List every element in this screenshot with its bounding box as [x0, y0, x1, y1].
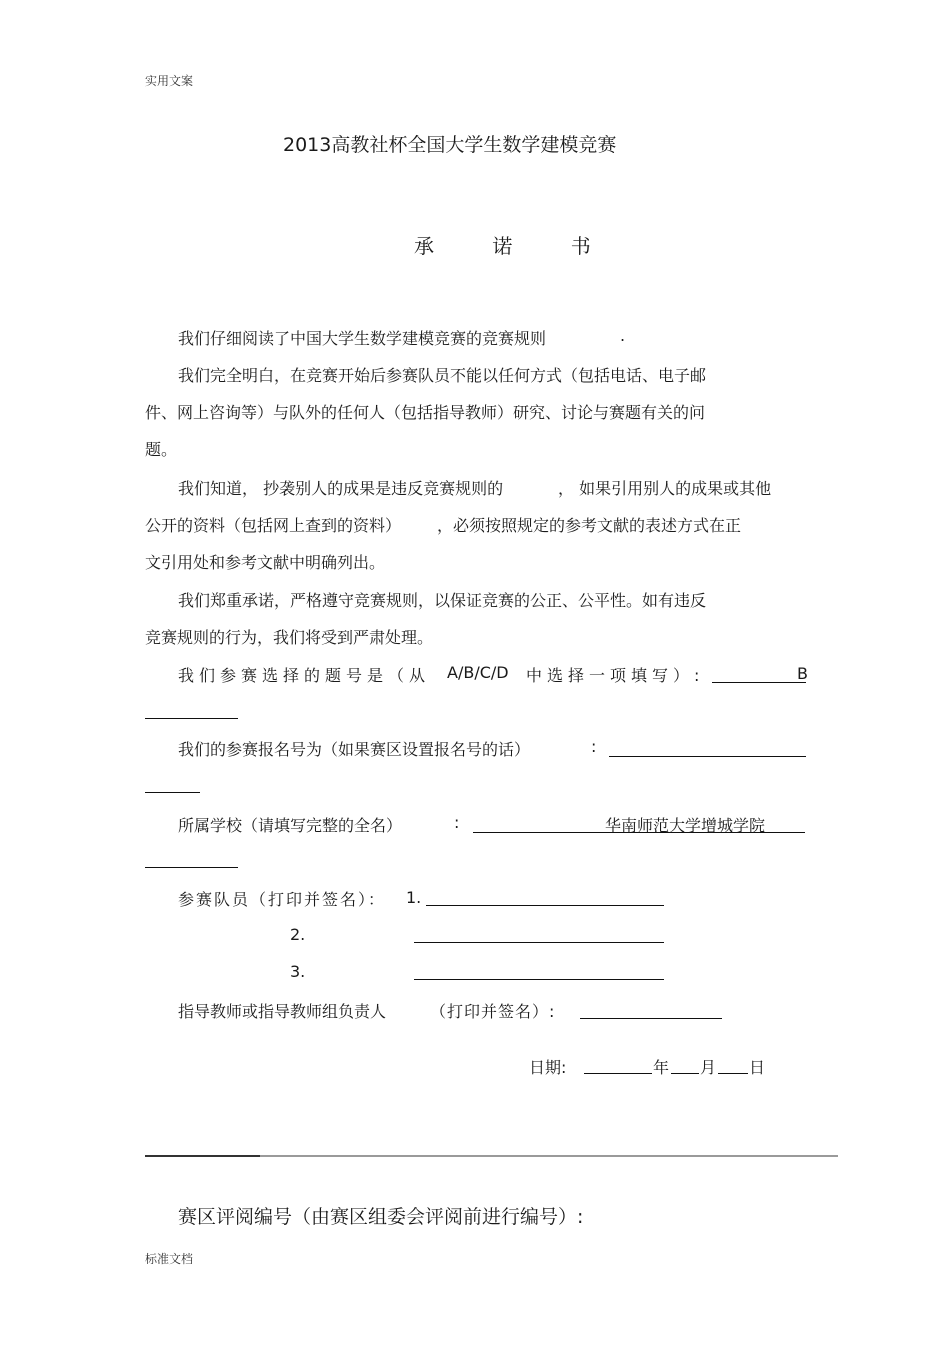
member-3-underline: [414, 979, 664, 980]
paragraph-2-line-1: 我们完全明白，在竞赛开始后参赛队员不能以任何方式（包括电话、电子邮: [178, 366, 707, 385]
paragraph-2-line-3: 题。: [145, 440, 178, 459]
advisor-label: 指导教师或指导教师组负责人: [178, 1002, 387, 1021]
paragraph-3-line-3: 文引用处和参考文献中明确列出。: [145, 553, 386, 572]
advisor-underline: [580, 1018, 722, 1019]
problem-label: 我们参赛选择的题号是（从: [178, 666, 431, 685]
registration-underline-continued: [145, 792, 200, 793]
problem-underline: [712, 682, 806, 683]
registration-underline: [609, 756, 806, 757]
paragraph-3-line-1a: 我们知道， 抄袭别人的成果是违反竞赛规则的: [178, 479, 504, 498]
member-3-number: 3.: [290, 962, 306, 981]
problem-underline-continued: [145, 718, 238, 719]
section-divider-accent: [145, 1155, 260, 1157]
date-day-label: 日: [749, 1058, 766, 1077]
paragraph-3-line-1b: ， 如果引用别人的成果或其他: [558, 479, 772, 498]
review-number-label: 赛区评阅编号（由赛区组委会评阅前进行编号）:: [178, 1206, 584, 1228]
problem-value: B: [797, 664, 808, 683]
members-label: 参赛队员（打印并签名）：: [178, 890, 387, 909]
document-title: 2013高教社杯全国大学生数学建模竞赛: [283, 134, 617, 156]
paragraph-3-line-2b: ，必须按照规定的参考文献的表述方式在正: [437, 516, 742, 535]
footer-label: 标准文档: [145, 1252, 194, 1266]
date-label: 日期:: [529, 1058, 567, 1077]
member-1-underline: [426, 905, 664, 906]
registration-label: 我们的参赛报名号为（如果赛区设置报名号的话）: [178, 740, 531, 759]
paragraph-1-end: .: [620, 326, 626, 345]
school-label: 所属学校（请填写完整的全名）: [178, 816, 403, 835]
date-year-label: 年: [653, 1058, 670, 1077]
paragraph-4-line-1: 我们郑重承诺，严格遵守竞赛规则，以保证竞赛的公正、公平性。如有违反: [178, 591, 707, 610]
member-2-number: 2.: [290, 925, 306, 944]
advisor-label-2: （打印并签名）:: [430, 1002, 556, 1021]
registration-colon: :: [591, 737, 597, 756]
problem-label-end: 中选择一项填写）:: [526, 666, 705, 685]
paragraph-2-line-2: 件、网上咨询等）与队外的任何人（包括指导教师）研究、讨论与赛题有关的问: [145, 403, 706, 422]
paragraph-4-line-2: 竞赛规则的行为，我们将受到严肃处理。: [145, 628, 434, 647]
school-colon: :: [454, 813, 460, 832]
problem-options: A/B/C/D: [447, 663, 509, 682]
member-2-underline: [414, 942, 664, 943]
date-month-label: 月: [700, 1058, 717, 1077]
paragraph-1: 我们仔细阅读了中国大学生数学建模竞赛的竞赛规则: [178, 329, 547, 348]
document-subtitle: 承 诺 书: [414, 234, 617, 258]
date-month-underline: [671, 1073, 699, 1074]
date-year-underline: [584, 1073, 652, 1074]
member-1-number: 1.: [406, 888, 422, 907]
date-day-underline: [718, 1073, 748, 1074]
school-underline-continued: [145, 867, 238, 868]
school-value: 华南师范大学增城学院: [605, 816, 766, 835]
header-label: 实用文案: [145, 74, 194, 88]
paragraph-3-line-2a: 公开的资料（包括网上查到的资料）: [145, 516, 402, 535]
